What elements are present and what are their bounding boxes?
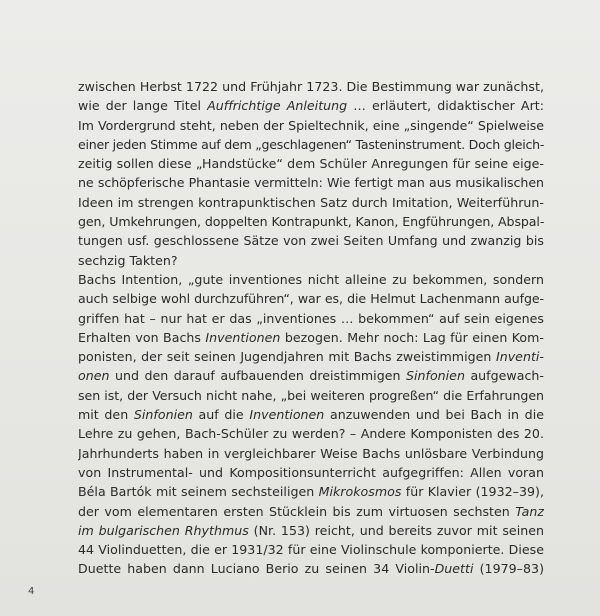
italic-title-text: Tanz: [515, 503, 544, 519]
text-segment: Erhalten von Bachs: [78, 329, 206, 345]
text-segment: griffen hat – nur hat er das „inventiones … bekommen“ auf sein eigenes: [78, 310, 544, 326]
text-line: [78, 96, 544, 115]
text-segment: Ideen im strengen kontrapunktischen Satz durch Imitation, Weiterführun-: [78, 194, 544, 210]
text-line: [78, 154, 544, 173]
text-segment: für Klavier (1932–39),: [401, 484, 544, 500]
text-line: [78, 116, 544, 135]
text-line: [78, 386, 544, 405]
text-segment: Béla Bartók mit seinem sechsteiligen: [78, 484, 319, 500]
text-segment: Im Vordergrund steht, neben der Spieltechnik, eine „singende“ Spielweise: [78, 117, 544, 133]
text-line: [78, 424, 544, 443]
italic-title-text: Inventi-: [495, 349, 544, 365]
text-line: [78, 463, 544, 482]
text-line: [78, 212, 544, 231]
text-line: [78, 135, 544, 154]
text-segment: der vom elementaren ersten Stücklein bis zum virtuosen sechsten: [78, 503, 516, 519]
text-segment: ponisten, der seit seinen Jugendjahren mit Bachs zweistimmigen: [78, 349, 496, 365]
italic-title-text: onen: [78, 368, 110, 384]
text-segment: sen ist, der Versuch nicht nahe, „bei weiteren progreßen“ die Erfahrungen: [78, 387, 544, 403]
text-segment: zeitig sollen diese „Handstücke“ dem Schüler Anregungen für seine eige-: [78, 156, 544, 172]
text-line: [78, 270, 544, 289]
text-segment: aufgewach-: [464, 368, 544, 384]
italic-title-text: Inventionen: [249, 407, 325, 423]
text-line: [78, 251, 544, 270]
text-line: [78, 309, 544, 328]
text-line: [78, 173, 544, 192]
text-segment: … erläutert, didaktischer Art:: [347, 98, 544, 114]
body-text: [78, 77, 544, 579]
text-line: [78, 559, 544, 578]
text-line: [78, 521, 544, 540]
italic-title-text: Sinfonien: [133, 407, 193, 423]
text-line: [78, 482, 544, 501]
text-line: [78, 193, 544, 212]
text-line: [78, 366, 544, 385]
text-segment: sechzig Takten?: [78, 252, 178, 268]
text-segment: (Nr. 153) reicht, und bereits zuvor mit seinen: [248, 522, 544, 538]
text-segment: einer jeden Stimme auf dem „geschlagenen“ Tasteninstrument. Doch gleich-: [78, 136, 544, 152]
italic-title-text: Sinfonien: [405, 368, 465, 384]
text-segment: 44 Violinduetten, die er 1931/32 für eine Violinschule komponierte. Diese: [78, 542, 544, 558]
text-segment: wie der lange Titel: [78, 98, 208, 114]
text-segment: zwischen Herbst 1722 und Frühjahr 1723. Die Bestimmung war zunächst,: [78, 79, 544, 94]
text-segment: ne schöpferische Phantasie vermitteln: Wie fertigt man aus musikalischen: [78, 175, 544, 191]
text-line: [78, 502, 544, 521]
text-line: [78, 540, 544, 559]
text-segment: Lehre zu gehen, Bach-Schüler zu werden? – Andere Komponisten des 20.: [78, 426, 544, 442]
text-line: [78, 405, 544, 424]
text-segment: (1979–83): [473, 561, 544, 577]
italic-title-text: Inventionen: [205, 329, 281, 345]
text-segment: mit den: [78, 407, 134, 423]
text-line: [78, 444, 544, 463]
italic-title-text: Duetti: [434, 561, 474, 577]
text-line: [78, 347, 544, 366]
italic-title-text: im bulgarischen Rhythmus: [78, 522, 249, 538]
text-line: [78, 328, 544, 347]
page-number: 4: [28, 586, 35, 597]
italic-title-text: Mikrokosmos: [318, 484, 402, 500]
italic-title-text: Auffrichtige Anleitung: [207, 98, 348, 114]
text-segment: bezogen. Mehr noch: Lag für einen Kom-: [280, 329, 544, 345]
text-segment: Jahrhunderts haben in vergleichbarer Weise Bachs unlösbare Verbindung: [78, 445, 544, 461]
text-segment: auf die: [192, 407, 250, 423]
text-segment: auch selbige wohl durchzuführen“, war es, die Helmut Lachenmann aufge-: [78, 291, 544, 307]
text-line: [78, 289, 544, 308]
text-line: [78, 77, 544, 96]
text-segment: und den darauf aufbauenden dreistimmigen: [109, 368, 406, 384]
text-segment: Duette haben dann Luciano Berio zu seinen 34 Violin-: [78, 561, 435, 577]
text-segment: anzuwenden und bei Bach in die: [324, 407, 544, 423]
text-segment: tungen usf. geschlossene Sätze von zwei Seiten Umfang und zwanzig bis: [78, 233, 544, 249]
text-segment: Bachs Intention, „gute inventiones nicht alleine zu bekommen, sondern: [78, 271, 544, 287]
text-segment: gen, Umkehrungen, doppelten Kontrapunkt, Kanon, Engführungen, Abspal-: [78, 214, 544, 230]
text-line: [78, 231, 544, 250]
text-segment: von Instrumental- und Kompositionsunterricht aufgegriffen: Allen voran: [78, 464, 544, 480]
